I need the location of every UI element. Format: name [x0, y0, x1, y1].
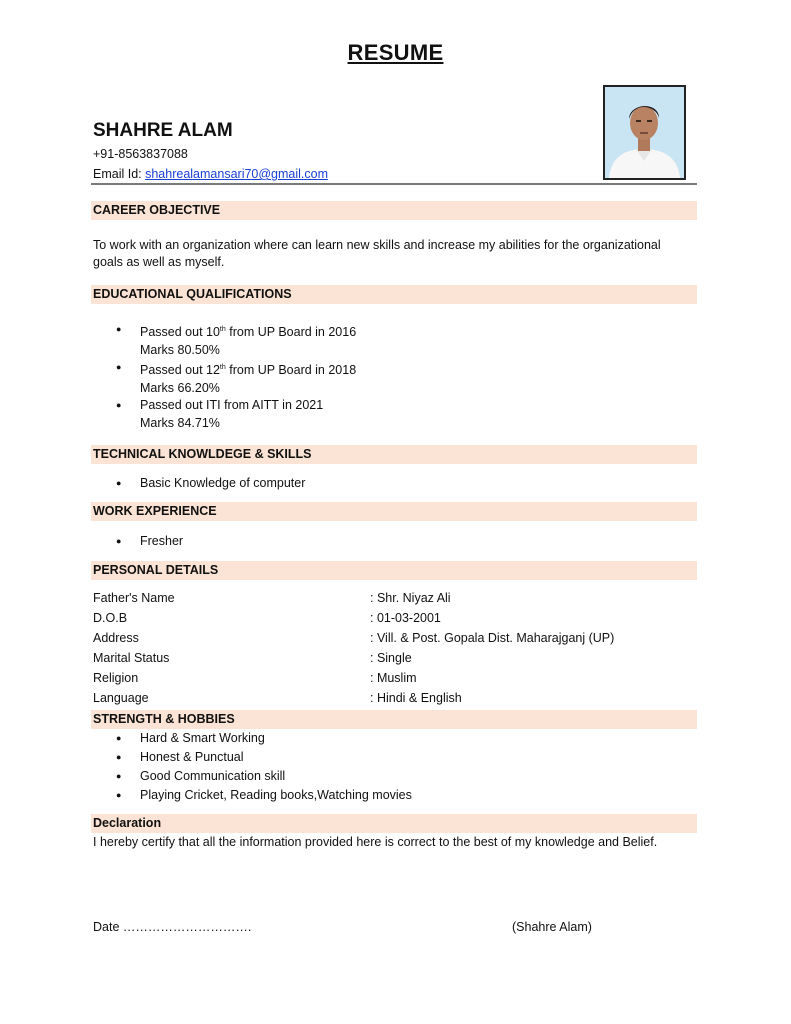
row-label: D.O.B	[93, 611, 128, 625]
education-item	[93, 359, 693, 397]
education-line	[140, 359, 693, 380]
email-line	[93, 167, 328, 181]
date-line: Date ………………………….	[93, 920, 252, 934]
row-value: : Single	[370, 651, 412, 665]
declaration-text: I hereby certify that all the information provided here is correct to the best of my knowledge and Belief.	[93, 835, 658, 849]
education-text: from UP Board in 2016	[225, 325, 357, 340]
personal-row-father	[93, 591, 693, 611]
section-work-experience	[91, 502, 697, 521]
education-text: Passed out 12	[140, 363, 220, 378]
education-line	[140, 321, 693, 342]
row-value: : 01-03-2001	[370, 611, 441, 625]
section-technical	[91, 445, 697, 464]
education-text: Passed out ITI from AITT in 2021	[140, 398, 324, 413]
personal-row-address	[93, 631, 693, 651]
career-objective-text: To work with an organization where can learn new skills and increase my abilities for the organizational goals as well as myself.	[93, 238, 661, 269]
personal-row-language	[93, 691, 693, 711]
row-label: Language	[93, 691, 149, 705]
phone-number: +91-8563837088	[93, 147, 188, 161]
list-item: ● Playing Cricket, Reading books,Watching movies	[93, 786, 693, 805]
section-personal-details	[91, 561, 697, 580]
row-label: Father's Name	[93, 591, 175, 605]
section-heading: WORK EXPERIENCE	[93, 504, 217, 518]
section-education	[91, 285, 697, 304]
section-heading: Declaration	[93, 816, 162, 830]
list-item: ● Basic Knowledge of computer	[93, 475, 693, 493]
ordinal-suffix: th	[219, 326, 226, 333]
profile-photo-image	[605, 87, 684, 178]
strength-list	[93, 729, 693, 805]
education-item	[93, 321, 693, 359]
email-link[interactable]: shahrealamansari70@gmail.com	[145, 167, 329, 181]
education-marks: Marks 66.20%	[140, 380, 220, 395]
personal-row-dob	[93, 611, 693, 631]
candidate-name: SHAHRE ALAM	[93, 120, 233, 141]
row-value: : Vill. & Post. Gopala Dist. Maharajganj (UP)	[370, 631, 615, 645]
list-item: ● Good Communication skill	[93, 767, 693, 786]
section-strength-hobbies	[91, 710, 697, 729]
signature-name: (Shahre Alam)	[512, 920, 592, 934]
ordinal-suffix: th	[219, 364, 226, 372]
education-item	[93, 397, 693, 432]
work-list	[93, 533, 693, 551]
personal-row-marital	[93, 651, 693, 671]
header-divider	[91, 183, 697, 185]
section-heading: CAREER OBJECTIVE	[93, 203, 221, 217]
education-line	[140, 397, 693, 415]
list-item: ● Fresher	[93, 533, 693, 551]
list-item: ● Hard & Smart Working	[93, 729, 693, 748]
resume-title: RESUME	[347, 40, 444, 65]
list-item: ● Honest & Punctual	[93, 748, 693, 767]
education-marks: Marks 80.50%	[140, 342, 220, 357]
email-label: Email Id:	[93, 167, 146, 181]
education-text: from UP Board in 2018	[225, 363, 357, 378]
education-marks: Marks 84.71%	[140, 415, 220, 430]
education-text: Passed out 10	[140, 325, 220, 340]
section-heading: EDUCATIONAL QUALIFICATIONS	[93, 287, 292, 301]
personal-row-religion	[93, 671, 693, 691]
row-label: Address	[93, 631, 139, 645]
section-heading: TECHNICAL KNOWLDEGE & SKILLS	[93, 447, 312, 461]
technical-list	[93, 475, 693, 493]
row-value: : Shr. Niyaz Ali	[370, 591, 451, 605]
row-label: Religion	[93, 671, 139, 685]
profile-photo	[603, 85, 686, 180]
section-declaration	[91, 814, 697, 833]
section-heading: STRENGTH & HOBBIES	[93, 712, 235, 726]
section-heading: PERSONAL DETAILS	[93, 563, 219, 577]
section-career-objective	[91, 201, 697, 220]
row-value: : Hindi & English	[370, 691, 462, 705]
education-list	[93, 321, 693, 432]
row-value: : Muslim	[370, 671, 417, 685]
row-label: Marital Status	[93, 651, 170, 665]
